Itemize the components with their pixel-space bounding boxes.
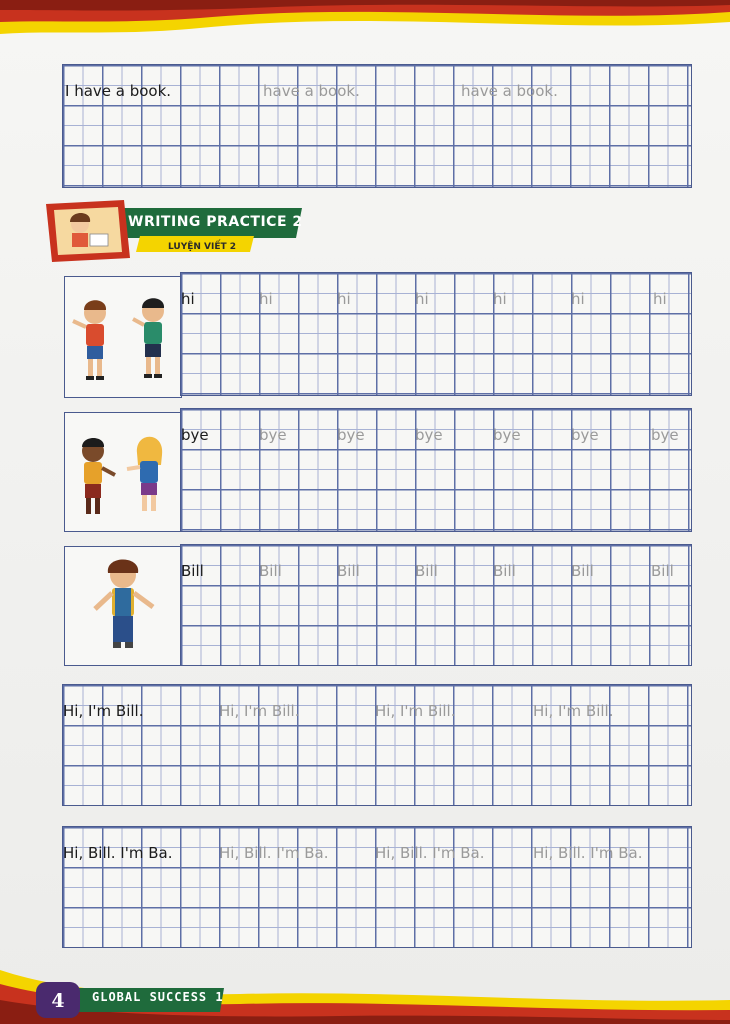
book-title: GLOBAL SUCCESS 1 xyxy=(92,990,224,1004)
page-number: 4 xyxy=(51,990,65,1012)
row-text xyxy=(63,827,691,867)
example-text: Hi, I'm Bill. xyxy=(63,702,144,720)
writing-grid-have-a-book xyxy=(62,64,692,188)
trace-text[interactable]: Bill xyxy=(493,562,516,580)
boy-and-girl-waving-illustration xyxy=(65,413,181,531)
trace-text[interactable]: bye xyxy=(651,426,679,444)
trace-text[interactable]: Bill xyxy=(337,562,360,580)
example-text: hi xyxy=(181,290,195,308)
trace-text[interactable]: Hi, I'm Bill. xyxy=(375,702,456,720)
example-text: I have a book. xyxy=(65,82,172,100)
row-text xyxy=(181,545,691,585)
trace-text[interactable]: Hi, I'm Bill. xyxy=(533,702,614,720)
writing-practice-banner xyxy=(40,200,310,266)
trace-text[interactable]: hi xyxy=(259,290,273,308)
writing-grid-hi xyxy=(180,272,692,396)
trace-text[interactable]: hi xyxy=(493,290,507,308)
trace-text[interactable]: bye xyxy=(259,426,287,444)
trace-text[interactable]: hi xyxy=(571,290,585,308)
trace-text[interactable]: hi xyxy=(653,290,667,308)
trace-text[interactable]: Bill xyxy=(571,562,594,580)
trace-text[interactable]: Bill xyxy=(259,562,282,580)
top-decor-band xyxy=(0,0,730,48)
example-text: Bill xyxy=(181,562,204,580)
trace-text[interactable]: bye xyxy=(415,426,443,444)
trace-text[interactable]: have a book. xyxy=(263,82,360,100)
section-title: WRITING PRACTICE 2 xyxy=(128,214,303,230)
picture-box-bill xyxy=(64,546,182,666)
trace-text[interactable]: hi xyxy=(415,290,429,308)
section-subtitle: LUYỆN VIẾT 2 xyxy=(168,242,237,252)
boy-bill-illustration xyxy=(65,547,181,665)
writing-grid-bill xyxy=(180,544,692,666)
picture-box-hi xyxy=(64,276,182,398)
writing-grid-hi-im-bill xyxy=(62,684,692,806)
writing-grid-bye xyxy=(180,408,692,532)
two-boys-waving-illustration xyxy=(65,277,181,397)
trace-text[interactable]: Bill xyxy=(651,562,674,580)
example-text: Hi, Bill. I'm Ba. xyxy=(63,844,173,862)
trace-text[interactable]: bye xyxy=(571,426,599,444)
row-text xyxy=(181,409,691,449)
example-text: bye xyxy=(181,426,209,444)
row-text xyxy=(63,685,691,725)
trace-text[interactable]: Hi, Bill. I'm Ba. xyxy=(219,844,329,862)
trace-text[interactable]: Bill xyxy=(415,562,438,580)
picture-box-bye xyxy=(64,412,182,532)
trace-text[interactable]: have a book. xyxy=(461,82,558,100)
writing-grid-hi-bill-im-ba xyxy=(62,826,692,948)
trace-text[interactable]: bye xyxy=(493,426,521,444)
row-text xyxy=(63,65,691,105)
trace-text[interactable]: bye xyxy=(337,426,365,444)
trace-text[interactable]: Hi, Bill. I'm Ba. xyxy=(375,844,485,862)
trace-text[interactable]: hi xyxy=(337,290,351,308)
trace-text[interactable]: Hi, I'm Bill. xyxy=(219,702,300,720)
trace-text[interactable]: Hi, Bill. I'm Ba. xyxy=(533,844,643,862)
row-text xyxy=(181,273,691,313)
